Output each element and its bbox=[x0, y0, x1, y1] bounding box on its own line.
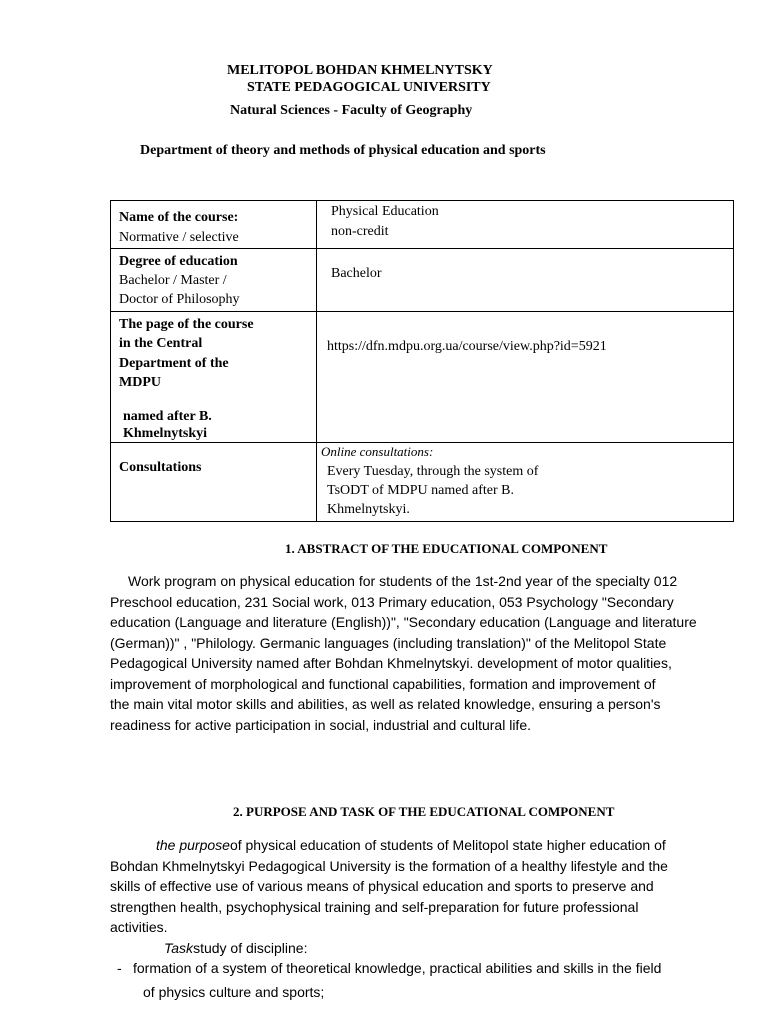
bullet-text-line2: of physics culture and sports; bbox=[143, 984, 325, 1000]
faculty-name: Natural Sciences - Faculty of Geography bbox=[230, 103, 473, 118]
cell-label-consultations bbox=[111, 443, 317, 522]
label-degree-options-2: Doctor of Philosophy bbox=[119, 292, 240, 307]
table-row-course-name bbox=[111, 201, 734, 249]
purpose-line: strengthen health, psychophysical training and self-preparation for future professional bbox=[110, 898, 639, 915]
course-page-link[interactable]: https://dfn.mdpu.org.ua/course/view.php?id=5921 bbox=[327, 339, 607, 354]
value-credit-type: non-credit bbox=[331, 224, 389, 239]
purpose-term: the purpose bbox=[156, 837, 230, 853]
label-normative-selective: Normative / selective bbox=[119, 230, 239, 245]
bullet-text-line1: formation of a system of theoretical knowledge, practical abilities and skills in the field bbox=[133, 960, 662, 976]
label-course-name: Name of the course: bbox=[119, 210, 239, 225]
abstract-line: Work program on physical education for students of the 1st-2nd year of the specialty 012 bbox=[128, 573, 678, 589]
task-line bbox=[110, 938, 750, 959]
table-row-degree bbox=[111, 249, 734, 312]
label-course-page-1: The page of the course bbox=[119, 317, 254, 332]
course-info-table bbox=[110, 200, 734, 522]
section1-abstract bbox=[110, 571, 750, 735]
bullet-marker: - bbox=[117, 960, 122, 976]
task-text: study of discipline: bbox=[193, 939, 308, 956]
cell-value-consultations bbox=[317, 443, 734, 522]
cell-value-degree bbox=[317, 249, 734, 312]
cell-label-degree bbox=[111, 249, 317, 312]
label-consultations: Consultations bbox=[119, 460, 202, 475]
value-degree: Bachelor bbox=[331, 266, 382, 281]
abstract-line: education (Language and literature (English))", "Secondary education (Language and literature bbox=[110, 614, 697, 630]
section2-heading: 2. PURPOSE AND TASK OF THE EDUCATIONAL COMPONENT bbox=[233, 804, 615, 819]
consultations-schedule-1: Every Tuesday, through the system of bbox=[327, 464, 539, 479]
label-course-page-4: MDPU bbox=[119, 375, 161, 390]
purpose-first-line bbox=[110, 835, 750, 856]
section1-heading: 1. ABSTRACT OF THE EDUCATIONAL COMPONENT bbox=[285, 541, 608, 556]
abstract-line: readiness for active participation in social, industrial and cultural life. bbox=[110, 716, 531, 733]
task-term: Task bbox=[164, 939, 194, 956]
section2-purpose bbox=[110, 835, 750, 958]
abstract-line: (German))" , "Philology. Germanic languages (including translation)" of the Melitopol State bbox=[110, 634, 667, 651]
purpose-line: Bohdan Khmelnytskyi Pedagogical University is the formation of a healthy lifestyle and the bbox=[110, 857, 668, 874]
label-course-page-5: named after B. bbox=[123, 409, 212, 424]
cell-label-course-page bbox=[111, 312, 317, 443]
abstract-line: the main vital motor skills and abilities, as well as related knowledge, ensuring a person's bbox=[110, 696, 661, 712]
consultations-schedule-3: Khmelnytskyi. bbox=[327, 502, 410, 517]
table-row-consultations bbox=[111, 443, 734, 522]
cell-value-course-page bbox=[317, 312, 734, 443]
department-name: Department of theory and methods of physical education and sports bbox=[140, 143, 546, 158]
purpose-text: of physical education of students of Melitopol state higher education of bbox=[229, 837, 666, 853]
consultations-schedule-2: TsODT of MDPU named after B. bbox=[327, 483, 514, 498]
label-course-page-3: Department of the bbox=[119, 356, 229, 371]
label-degree: Degree of education bbox=[119, 254, 238, 269]
purpose-line: skills of effective use of various means of physical education and sports to preserve and bbox=[110, 878, 654, 894]
abstract-line: improvement of morphological and functional capabilities, formation and improvement of bbox=[110, 675, 656, 692]
cell-label-course-name bbox=[111, 201, 317, 249]
purpose-line: activities. bbox=[110, 919, 168, 935]
label-course-page-2: in the Central bbox=[119, 336, 203, 351]
abstract-line: Preschool education, 231 Social work, 013 Primary education, 053 Psychology "Secondary bbox=[110, 593, 674, 610]
label-course-page-6: Khmelnytskyi bbox=[123, 426, 208, 441]
label-degree-options-1: Bachelor / Master / bbox=[119, 273, 227, 288]
abstract-line: Pedagogical University named after Bohdan Khmelnytskyi. development of motor qualities, bbox=[110, 655, 672, 671]
value-course-name: Physical Education bbox=[331, 204, 439, 219]
table-row-course-page bbox=[111, 312, 734, 443]
cell-value-course-name bbox=[317, 201, 734, 249]
university-name-line2: STATE PEDAGOGICAL UNIVERSITY bbox=[247, 80, 491, 95]
online-consultations-label: Online consultations: bbox=[321, 444, 434, 459]
university-name-line1: MELITOPOL BOHDAN KHMELNYTSKY bbox=[227, 63, 493, 78]
